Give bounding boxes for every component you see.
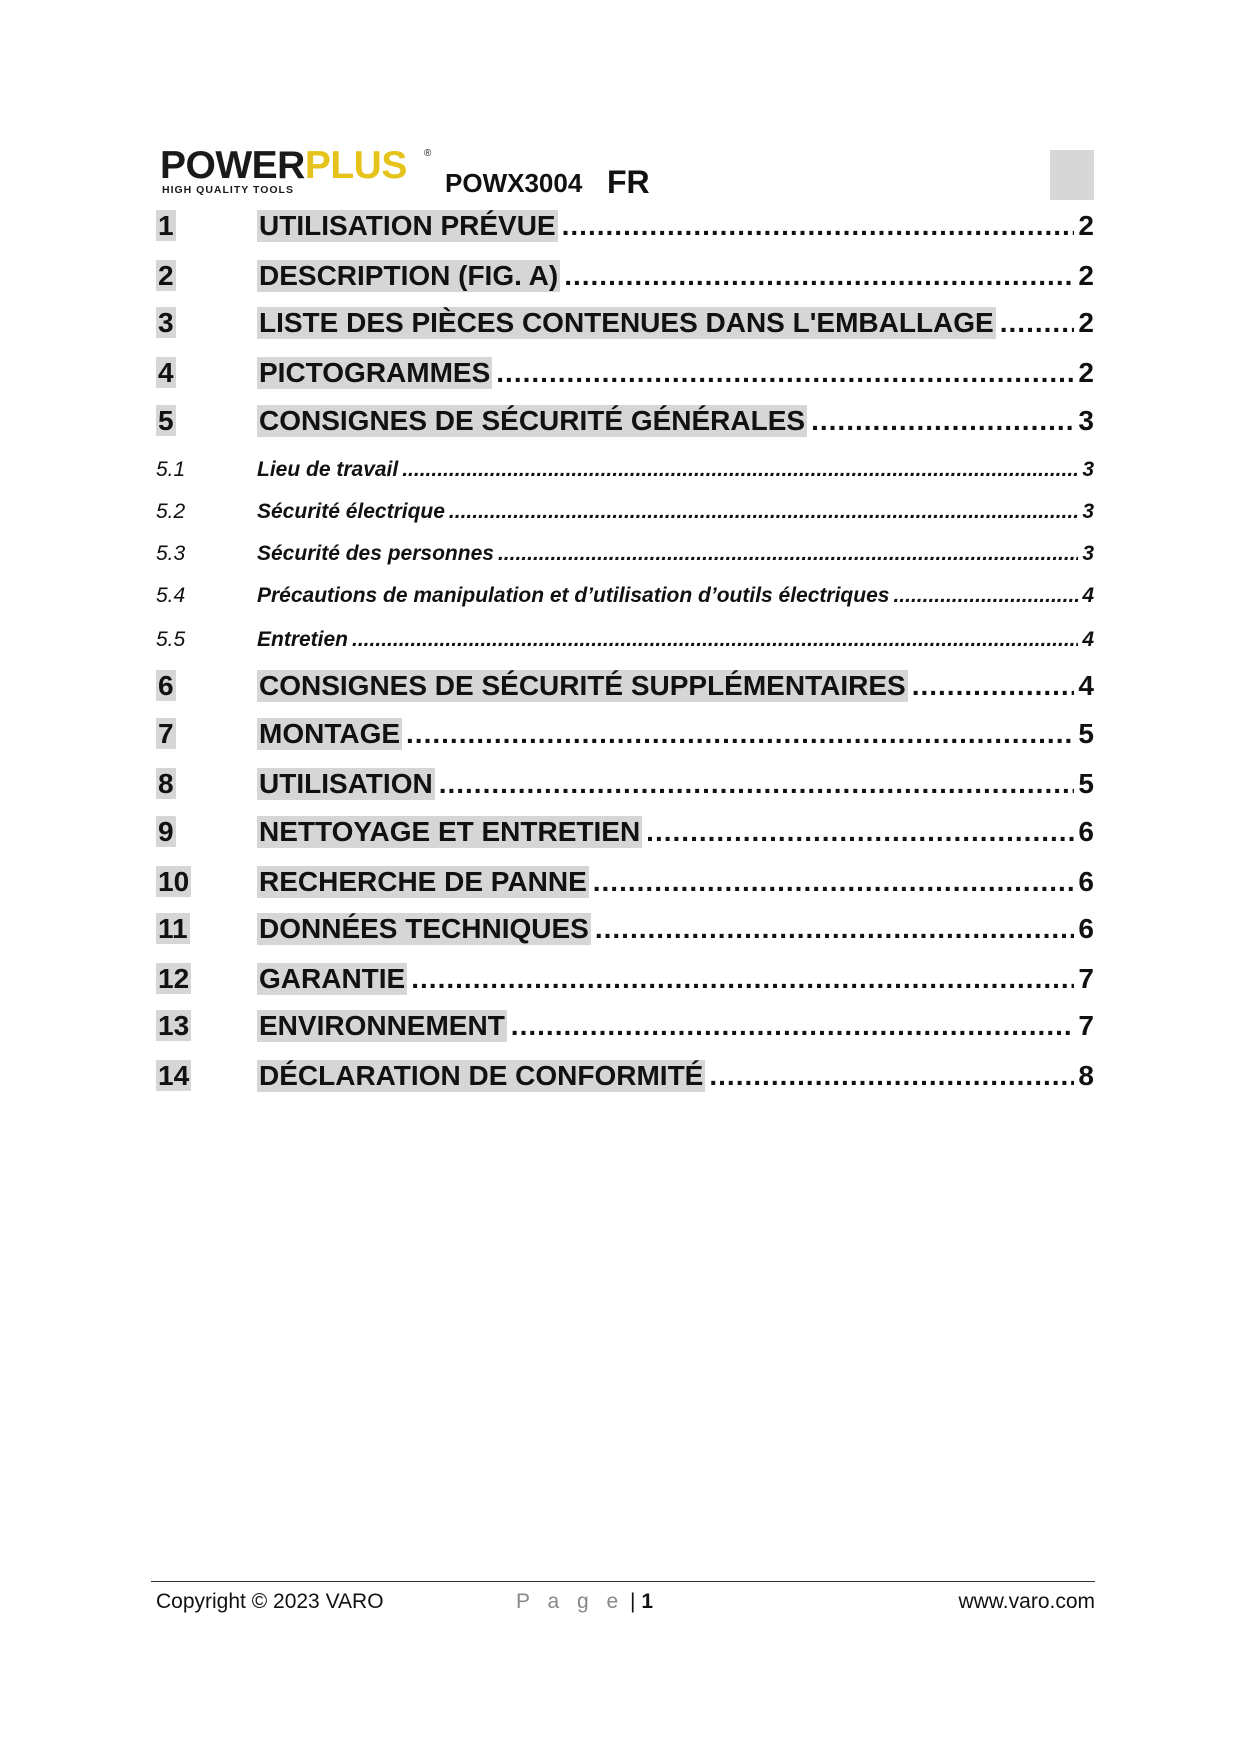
toc-entry[interactable] [156,866,1094,898]
toc-leader [709,1060,1074,1092]
page-separator: | [630,1590,636,1613]
toc-number: 5.3 [156,542,186,565]
toc-page: 4 [1078,670,1094,701]
toc-entry[interactable] [156,913,1094,945]
toc-leader [595,913,1075,945]
toc-leader [893,584,1078,608]
toc-title: UTILISATION [259,768,433,799]
footer-website[interactable]: www.varo.com [958,1590,1095,1613]
logo-power: POWER [160,144,305,187]
toc-page: 7 [1078,963,1094,994]
toc-page: 3 [1082,500,1094,523]
page-header [160,146,1094,206]
toc-entry[interactable] [156,963,1094,995]
toc-page: 8 [1078,1060,1094,1091]
toc-number: 3 [158,307,174,338]
toc-title: PICTOGRAMMES [259,357,491,388]
toc-leader [402,458,1078,482]
toc-leader [406,718,1074,750]
toc-title: Lieu de travail [257,458,399,481]
toc-number: 14 [158,1060,190,1091]
toc-leader [912,670,1075,702]
toc-number: 5 [158,405,174,436]
toc-number: 6 [158,670,174,701]
toc-title: LISTE DES PIÈCES CONTENUES DANS L'EMBALLAGE [259,307,994,338]
toc-entry[interactable] [156,670,1094,702]
toc-subentry[interactable] [156,628,1094,652]
toc-entry[interactable] [156,1010,1094,1042]
toc-page: 4 [1082,628,1094,651]
toc-title: DÉCLARATION DE CONFORMITÉ [259,1060,704,1091]
toc-leader [646,816,1074,848]
powerplus-logo [160,146,430,196]
footer-divider [151,1581,1095,1582]
toc-number: 11 [158,913,188,944]
toc-title: Entretien [257,628,349,651]
toc-number: 10 [158,866,190,897]
logo-wordmark [160,146,407,186]
toc-number: 1 [158,210,174,241]
toc-page: 6 [1078,816,1094,847]
toc-title: CONSIGNES DE SÉCURITÉ SUPPLÉMENTAIRES [259,670,906,701]
toc-number: 2 [158,260,174,291]
language-code: FR [607,164,650,200]
toc-leader [1000,307,1075,339]
toc-subentry[interactable] [156,458,1094,482]
toc-entry[interactable] [156,260,1094,292]
toc-title: NETTOYAGE ET ENTRETIEN [259,816,641,847]
toc-title: Sécurité des personnes [257,542,494,565]
toc-subentry[interactable] [156,542,1094,566]
toc-number: 8 [158,768,174,799]
logo-registered-mark: ® [424,148,432,159]
corner-marker [1050,150,1094,200]
toc-number: 7 [158,718,174,749]
toc-subentry[interactable] [156,584,1094,608]
toc-entry[interactable] [156,1060,1094,1092]
toc-title: GARANTIE [259,963,406,994]
toc-leader [498,542,1078,566]
toc-entry[interactable] [156,768,1094,800]
page-number: 1 [641,1590,654,1613]
toc-page: 5 [1078,718,1094,749]
logo-tagline: HIGH QUALITY TOOLS [162,184,294,196]
toc-number: 5.2 [156,500,186,523]
toc-leader [352,628,1078,652]
toc-title: MONTAGE [259,718,401,749]
footer-page-indicator [516,1590,653,1614]
toc-page: 2 [1078,357,1094,388]
toc-page: 4 [1082,584,1094,607]
toc-leader [511,1010,1075,1042]
toc-leader [564,260,1074,292]
toc-page: 7 [1078,1010,1094,1041]
toc-entry[interactable] [156,405,1094,437]
model-number: POWX3004 [445,168,583,198]
toc-page: 2 [1078,307,1094,338]
toc-entry[interactable] [156,357,1094,389]
toc-number: 13 [158,1010,190,1041]
toc-leader [496,357,1074,389]
toc-page: 6 [1078,913,1094,944]
toc-subentry[interactable] [156,500,1094,524]
toc-number: 12 [158,963,190,994]
toc-page: 5 [1078,768,1094,799]
toc-page: 2 [1078,210,1094,241]
toc-number: 9 [158,816,174,847]
toc-number: 5.5 [156,628,186,651]
toc-title: Sécurité électrique [257,500,445,523]
toc-page: 2 [1078,260,1094,291]
page-word: P a g e [516,1590,625,1613]
footer-copyright: Copyright © 2023 VARO [156,1590,384,1613]
toc-entry[interactable] [156,816,1094,848]
toc-title: DESCRIPTION (FIG. A) [259,260,559,291]
logo-plus: PLUS [304,144,407,187]
toc-page: 3 [1082,458,1094,481]
toc-title: DONNÉES TECHNIQUES [259,913,589,944]
toc-title: ENVIRONNEMENT [259,1010,505,1041]
toc-leader [811,405,1074,437]
toc-number: 4 [158,357,174,388]
toc-page: 3 [1082,542,1094,565]
toc-entry[interactable] [156,718,1094,750]
toc-page: 6 [1078,866,1094,897]
toc-leader [449,500,1078,524]
toc-leader [562,210,1075,242]
toc-entry[interactable] [156,307,1094,339]
toc-leader [411,963,1074,995]
toc-page: 3 [1078,405,1094,436]
toc-leader [593,866,1075,898]
toc-number: 5.4 [156,584,186,607]
toc-title: UTILISATION PRÉVUE [259,210,556,241]
toc-title: RECHERCHE DE PANNE [259,866,587,897]
toc-title: Précautions de manipulation et d’utilisation d’outils électriques [257,584,890,607]
toc-leader [439,768,1075,800]
toc-title: CONSIGNES DE SÉCURITÉ GÉNÉRALES [259,405,806,436]
toc-entry[interactable] [156,210,1094,242]
toc-number: 5.1 [156,458,186,481]
